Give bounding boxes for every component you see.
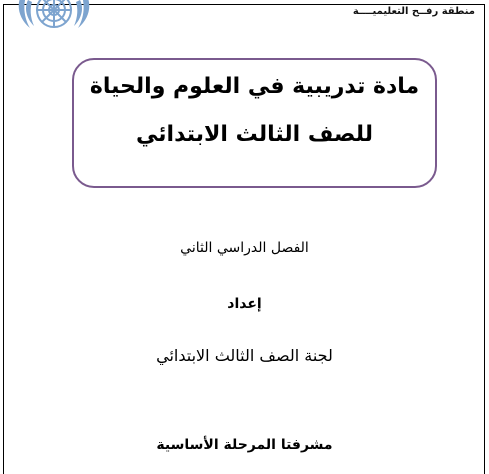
prepared-by-label: إعداد [227, 296, 262, 312]
supervisors-text: مشرفتا المرحلة الأساسية [156, 437, 333, 453]
un-emblem-icon [8, 0, 100, 46]
title-box [72, 58, 437, 188]
committee-text: لجنة الصف الثالث الابتدائي [156, 346, 333, 365]
title-line-1: مادة تدريبية في العلوم والحياة [89, 74, 420, 99]
header-org-text: منطقة رفــح التعليميــــة [352, 6, 475, 17]
title-line-2: للصف الثالث الابتدائي [136, 122, 373, 147]
semester-text: الفصل الدراسي الثاني [180, 240, 309, 256]
